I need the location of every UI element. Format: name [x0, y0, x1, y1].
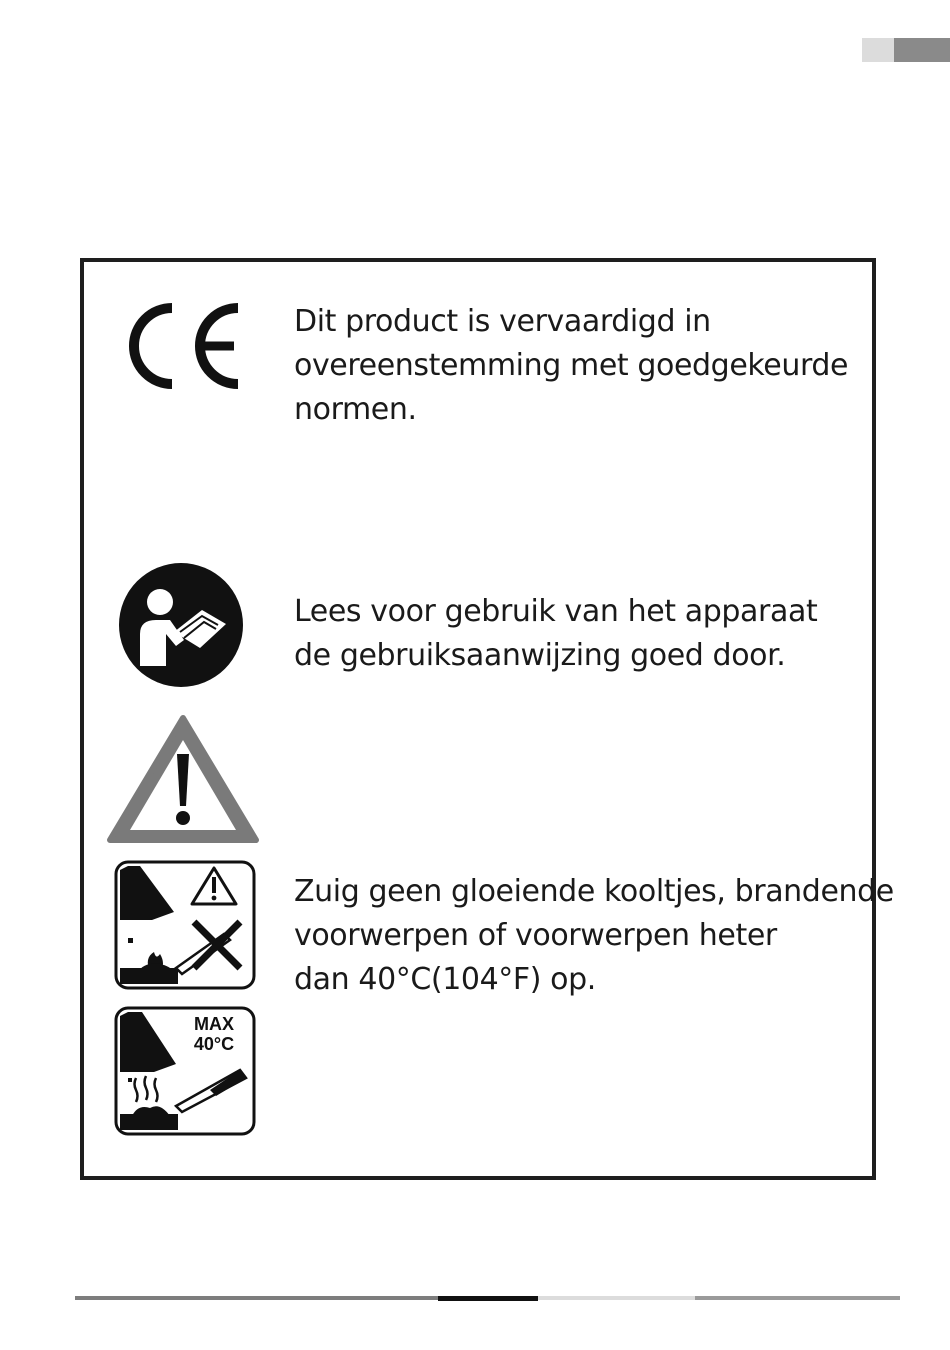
- warning-text: [294, 870, 894, 1002]
- warning-text-line-2: voorwerpen of voorwerpen heter: [294, 918, 777, 953]
- manual-text: [294, 590, 817, 678]
- ce-text-line-1: Dit product is vervaardigd in: [294, 304, 711, 339]
- safety-notice-box: [80, 258, 894, 1180]
- page-tab-dark: [894, 38, 950, 62]
- page-tab-light: [862, 38, 894, 62]
- warning-text-line-3: dan 40°C(104°F) op.: [294, 962, 596, 997]
- ce-text-line-2: overeenstemming met goedgekeurde: [294, 348, 849, 383]
- warning-text-line-1: Zuig geen gloeiende kooltjes, brandende: [294, 874, 894, 909]
- warning-triangle-icon: [106, 714, 260, 844]
- manual-text-line-2: de gebruiksaanwijzing goed door.: [294, 638, 786, 673]
- read-manual-icon: [118, 562, 244, 688]
- max-label: MAX: [194, 1014, 234, 1034]
- footer-rule-segment: [695, 1296, 900, 1300]
- no-burning-objects-icon: [114, 860, 256, 990]
- ce-mark-icon: [120, 300, 244, 392]
- temperature-label: 40°C: [193, 1034, 235, 1054]
- max-temperature-icon: [114, 1006, 256, 1136]
- ce-conformity-text: [294, 300, 848, 432]
- ce-text-line-3: normen.: [294, 392, 417, 427]
- footer-rule-segment: [538, 1296, 695, 1300]
- footer-rule-segment: [75, 1296, 438, 1300]
- footer-rule-segment: [438, 1296, 538, 1301]
- manual-text-line-1: Lees voor gebruik van het apparaat: [294, 594, 818, 629]
